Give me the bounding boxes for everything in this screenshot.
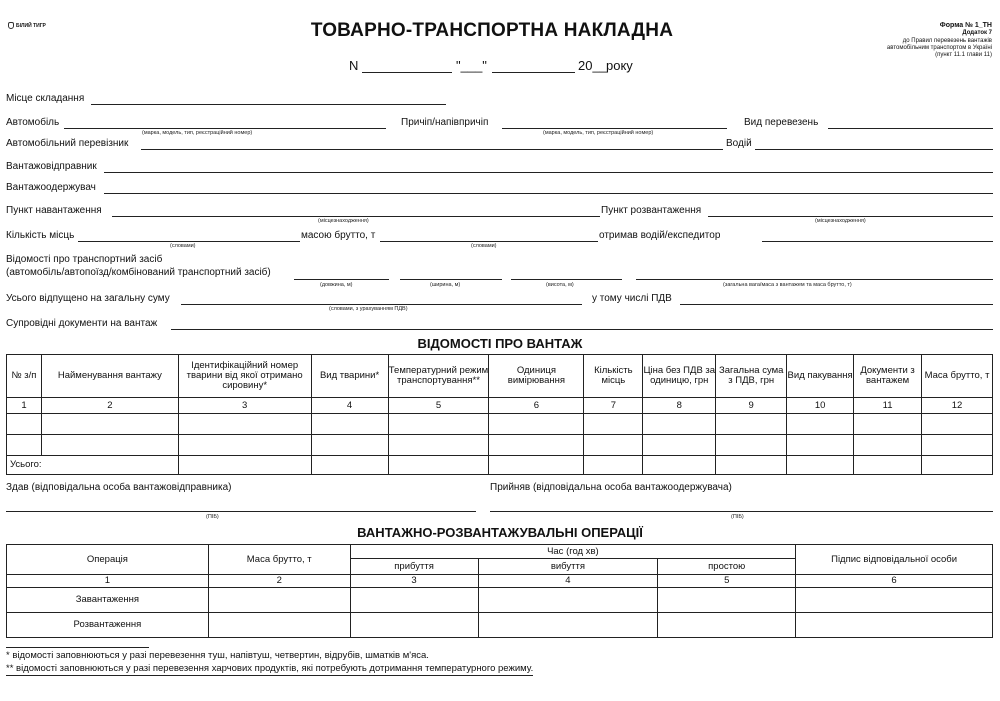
sender-field[interactable]	[104, 172, 993, 173]
ops-number-row	[7, 575, 993, 588]
table-row[interactable]	[7, 435, 993, 456]
col-cargo-name: Найменування вантажу	[41, 355, 178, 398]
number-field[interactable]	[362, 72, 452, 73]
total-label: Усього:	[7, 456, 179, 475]
ops-col-operation: Операція	[7, 545, 209, 575]
table-row[interactable]	[7, 414, 993, 435]
ops-col-signature: Підпис відповідальної особи	[796, 545, 993, 575]
form-meta-line1: до Правил перевезень вантажів	[902, 37, 992, 44]
width-hint: (ширина, м)	[430, 282, 461, 288]
col-animal-id: Ідентифікаційний номер тварини від якої отримано сировину*	[178, 355, 311, 398]
total-sum-label: Усього відпущено на загальну суму	[6, 293, 170, 304]
ops-col-departure: вибуття	[478, 559, 658, 575]
trailer-hint: (марка, модель, тип, реєстраційний номер)	[543, 130, 654, 136]
col-number-index: 6	[489, 398, 584, 414]
month-field[interactable]	[492, 72, 575, 73]
vehicle-info-label: Відомості про транспортний засіб	[6, 254, 163, 265]
carrier-label: Автомобільний перевізник	[6, 138, 129, 149]
footnote-2: ** відомості заповнюються у разі перевезення харчових продуктів, які потребують дотримання температурного режиму.	[6, 663, 534, 674]
total-sum-field[interactable]	[181, 304, 582, 305]
docs-label: Супровідні документи на вантаж	[6, 318, 158, 329]
unload-point-hint: (місцезнаходження)	[815, 218, 866, 224]
cell[interactable]	[643, 414, 716, 435]
cell[interactable]	[7, 435, 42, 456]
cell[interactable]	[311, 456, 388, 475]
col-number-index: 5	[388, 398, 489, 414]
driver-label: Водій	[726, 138, 752, 149]
sum-hint: (словами, з урахуванням ПДВ)	[329, 306, 408, 312]
cell[interactable]	[787, 456, 854, 475]
incl-vat-field[interactable]	[680, 304, 993, 305]
cell[interactable]	[787, 414, 854, 435]
gross-mass-field[interactable]	[380, 241, 598, 242]
car-field[interactable]	[64, 128, 386, 129]
cell[interactable]	[478, 613, 658, 638]
cell[interactable]	[388, 414, 489, 435]
cargo-number-row	[7, 398, 993, 414]
cargo-header-row	[7, 355, 993, 398]
vehicle-weight-field[interactable]	[636, 279, 993, 280]
car-hint: (марка, модель, тип, реєстраційний номер)	[142, 130, 253, 136]
number-label: N	[349, 58, 359, 73]
docs-field[interactable]	[171, 329, 993, 330]
cell[interactable]	[584, 456, 643, 475]
cell[interactable]	[643, 435, 716, 456]
col-number: № з/п	[7, 355, 42, 398]
carrier-field[interactable]	[141, 149, 723, 150]
col-number-index: 1	[7, 398, 42, 414]
col-number-index: 7	[584, 398, 643, 414]
received-by-field[interactable]	[762, 241, 993, 242]
unload-point-label: Пункт розвантаження	[601, 205, 702, 216]
driver-field[interactable]	[755, 149, 993, 150]
vehicle-height-field[interactable]	[511, 279, 622, 280]
ops-number: 6	[796, 575, 993, 588]
cell[interactable]	[178, 414, 311, 435]
load-point-field[interactable]	[112, 216, 600, 217]
cell[interactable]	[178, 456, 311, 475]
cell[interactable]	[716, 414, 787, 435]
col-number-index: 3	[178, 398, 311, 414]
gross-mass-label: масою брутто, т	[301, 230, 376, 241]
cell[interactable]	[796, 613, 993, 638]
cell[interactable]	[854, 456, 922, 475]
gave-field[interactable]	[6, 511, 476, 512]
col-places: Кількість місць	[584, 355, 643, 398]
cell[interactable]	[41, 435, 178, 456]
receiver-field[interactable]	[104, 193, 993, 194]
took-pib-hint: (ПІБ)	[731, 514, 744, 520]
col-number-index: 8	[643, 398, 716, 414]
ops-col-arrival: прибуття	[350, 559, 478, 575]
cell[interactable]	[41, 414, 178, 435]
height-hint: (висота, м)	[546, 282, 574, 288]
receiver-label: Вантажоодержувач	[6, 182, 96, 193]
cell[interactable]	[388, 456, 489, 475]
cell[interactable]	[584, 435, 643, 456]
table-row[interactable]	[7, 613, 993, 638]
col-number-index: 10	[787, 398, 854, 414]
cargo-table	[6, 354, 993, 475]
trailer-field[interactable]	[502, 128, 727, 129]
incl-vat-label: у тому числі ПДВ	[592, 293, 672, 304]
took-label: Прийняв (відповідальна особа вантажоодержувача)	[490, 482, 732, 493]
car-label: Автомобіль	[6, 117, 60, 128]
unloading-label: Розвантаження	[7, 613, 209, 638]
cell[interactable]	[208, 588, 350, 613]
cell[interactable]	[478, 588, 658, 613]
col-number-index: 9	[716, 398, 787, 414]
col-number-index: 11	[854, 398, 922, 414]
footnote-divider	[6, 647, 149, 648]
cell[interactable]	[854, 435, 922, 456]
loading-label: Завантаження	[7, 588, 209, 613]
col-packaging: Вид пакування	[787, 355, 854, 398]
form-meta-line2: автомобільним транспортом в Україні	[886, 44, 992, 51]
cell[interactable]	[7, 414, 42, 435]
cell[interactable]	[922, 435, 993, 456]
col-documents: Документи з вантажем	[854, 355, 922, 398]
ops-number: 3	[350, 575, 478, 588]
place-field[interactable]	[91, 104, 446, 105]
ops-col-mass: Маса брутто, т	[208, 545, 350, 575]
ops-number: 1	[7, 575, 209, 588]
cell[interactable]	[208, 613, 350, 638]
trailer-label: Причіп/напівпричіп	[401, 117, 489, 128]
unload-point-field[interactable]	[708, 216, 993, 217]
places-count-label: Кількість місць	[6, 230, 75, 241]
sender-label: Вантажовідправник	[6, 161, 97, 172]
form-number: Форма № 1_ТН	[939, 22, 992, 29]
load-point-hint: (місцезнаходження)	[318, 218, 369, 224]
places-words-hint: (словами)	[170, 243, 196, 249]
weight-hint: (загальна вага/маса з вантажем та маса брутто, т)	[723, 282, 852, 288]
cell[interactable]	[658, 613, 796, 638]
ops-col-idle: простою	[658, 559, 796, 575]
vehicle-width-field[interactable]	[400, 279, 502, 280]
cell[interactable]	[388, 435, 489, 456]
cell[interactable]	[796, 588, 993, 613]
year-prefix: 20__	[578, 58, 607, 73]
cell[interactable]	[922, 414, 993, 435]
col-animal-type: Вид тварини*	[311, 355, 388, 398]
vehicle-length-field[interactable]	[294, 279, 389, 280]
year-suffix: року	[606, 58, 633, 73]
cell[interactable]	[178, 435, 311, 456]
form-meta	[887, 22, 992, 59]
place-label: Місце складання	[6, 93, 85, 104]
footnote-1: * відомості заповнюються у разі перевезення туш, напівтуш, четвертин, відрубів, шматків м'яса.	[6, 650, 429, 661]
form-meta-line3: (пункт 11.1 глави 11)	[935, 51, 992, 58]
cell[interactable]	[584, 414, 643, 435]
cell[interactable]	[350, 588, 478, 613]
cell[interactable]	[489, 435, 584, 456]
vehicle-info-sublabel: (автомобіль/автопоїзд/комбінований транспортний засіб)	[6, 267, 271, 278]
col-total-sum: Загальна сума з ПДВ, грн	[716, 355, 787, 398]
cell[interactable]	[854, 414, 922, 435]
col-price: Ціна без ПДВ за одиницю, грн	[643, 355, 716, 398]
cell[interactable]	[787, 435, 854, 456]
day-quote: "___"	[456, 58, 487, 73]
gave-pib-hint: (ПІБ)	[206, 514, 219, 520]
load-point-label: Пункт навантаження	[6, 205, 102, 216]
ops-number: 4	[478, 575, 658, 588]
cell[interactable]	[311, 414, 388, 435]
cargo-section-title: ВІДОМОСТІ ПРО ВАНТАЖ	[417, 336, 583, 351]
ops-number: 2	[208, 575, 350, 588]
took-field[interactable]	[490, 511, 993, 512]
col-gross-mass: Маса брутто, т	[922, 355, 993, 398]
col-temperature: Температурний режим транспортування**	[388, 355, 489, 398]
cell[interactable]	[922, 456, 993, 475]
cell[interactable]	[311, 435, 388, 456]
cell[interactable]	[658, 588, 796, 613]
cell[interactable]	[643, 456, 716, 475]
transport-type-field[interactable]	[828, 128, 993, 129]
cell[interactable]	[716, 435, 787, 456]
ops-number: 5	[658, 575, 796, 588]
cell[interactable]	[489, 456, 584, 475]
logo-text: БІЛИЙ ТИГР	[16, 22, 46, 29]
cell[interactable]	[350, 613, 478, 638]
ops-table	[6, 544, 993, 638]
document-title: ТОВАРНО-ТРАНСПОРТНА НАКЛАДНА	[310, 20, 674, 41]
ops-section-title: ВАНТАЖНО-РОЗВАНТАЖУВАЛЬНІ ОПЕРАЦІЇ	[357, 525, 643, 540]
places-count-field[interactable]	[78, 241, 300, 242]
table-row[interactable]	[7, 588, 993, 613]
transport-type-label: Вид перевезень	[744, 117, 819, 128]
total-row[interactable]	[7, 456, 993, 475]
col-unit: Одиниця вимірювання	[489, 355, 584, 398]
received-by-label: отримав водій/експедитор	[599, 230, 721, 241]
length-hint: (довжина, м)	[320, 282, 353, 288]
col-number-index: 4	[311, 398, 388, 414]
gave-label: Здав (відповідальна особа вантажовідправника)	[6, 482, 232, 493]
annex-label: Додаток 7	[962, 30, 992, 37]
col-number-index: 2	[41, 398, 178, 414]
cell[interactable]	[716, 456, 787, 475]
mass-words-hint: (словами)	[471, 243, 497, 249]
col-number-index: 12	[922, 398, 993, 414]
ops-col-time: Час (год хв)	[350, 545, 796, 559]
cell[interactable]	[489, 414, 584, 435]
